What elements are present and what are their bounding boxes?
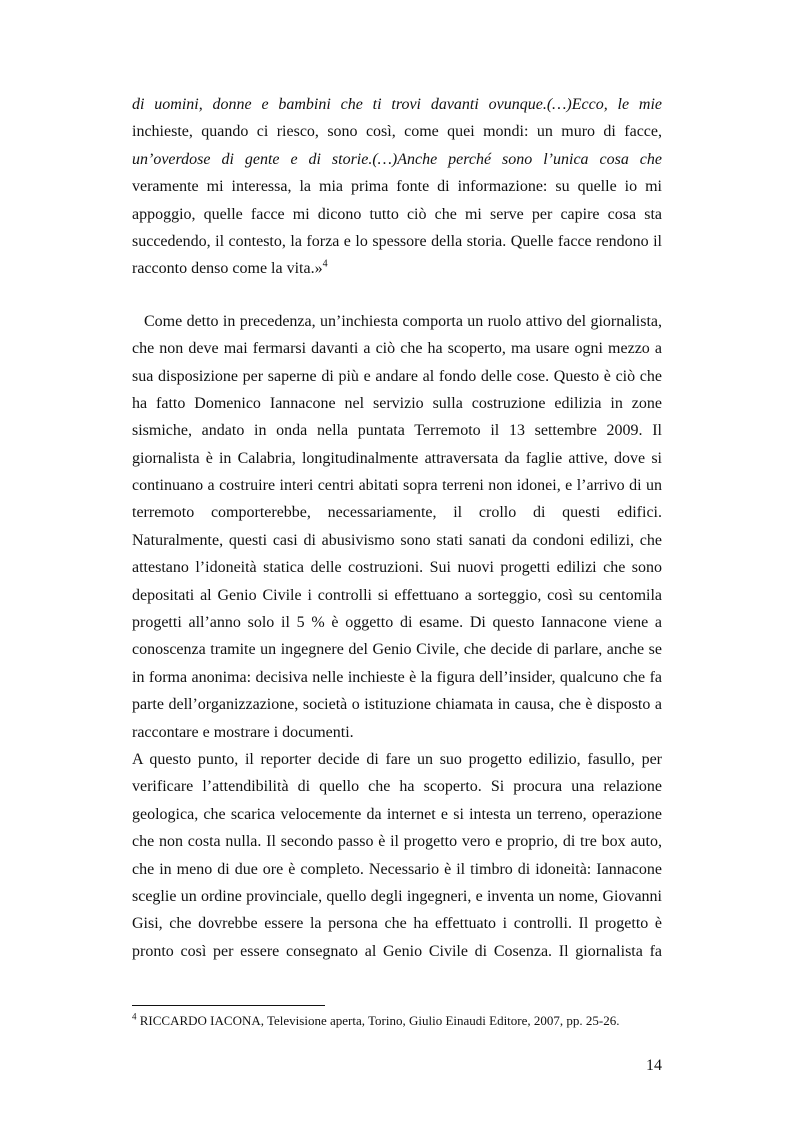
paragraph-line: sua disposizione per saperne di più e andare al fondo delle cose. Questo è ciò che (132, 367, 662, 385)
paragraph-line: che non deve mai fermarsi davanti a ciò che ha scoperto, ma usare ogni mezzo a (132, 340, 662, 358)
quote-line: appoggio, quelle facce mi dicono tutto ciò che mi serve per capire cosa sta (132, 205, 662, 223)
paragraph-line: pronto così per essere consegnato al Genio Civile di Cosenza. Il giornalista fa (132, 942, 662, 960)
quote-line: succedendo, il contesto, la forza e lo spessore della storia. Quelle facce rendono il (132, 232, 662, 250)
quote-block (132, 91, 662, 283)
paragraph-line: in forma anonima: decisiva nelle inchieste è la figura dell’insider, qualcuno che fa (132, 668, 662, 686)
paragraph-2 (132, 746, 662, 965)
paragraph-line: Gisi, che dovrebbe essere la persona che ha effettuato i controlli. Il progetto è (132, 915, 662, 933)
paragraph-line: sismiche, andato in onda nella puntata Terremoto il 13 settembre 2009. Il (132, 422, 662, 440)
footnote-text: RICCARDO IACONA, Televisione aperta, Torino, Giulio Einaudi Editore, 2007, pp. 25-26. (139, 1013, 620, 1028)
paragraph-line: raccontare e mostrare i documenti. (132, 723, 354, 741)
paragraph-line: continuano a costruire interi centri abitati sopra terreni non idonei, e l’arrivo di un (132, 477, 662, 495)
paragraph-1 (132, 308, 662, 746)
quote-line-last (132, 255, 662, 282)
footnote-reference: 4 (322, 259, 328, 271)
paragraph-line: depositati al Genio Civile i controlli si effettuano a sorteggio, così su centomila (132, 586, 662, 604)
paragraph-line: terremoto comporterebbe, necessariamente, il crollo di questi edifici. (132, 504, 662, 522)
page-number: 14 (646, 1057, 662, 1074)
paragraph-line: conoscenza tramite un ingegnere del Genio Civile, che decide di parlare, anche se (132, 641, 662, 659)
footnote-separator (132, 1005, 325, 1006)
paragraph-line: giornalista è in Calabria, longitudinalmente attraversata da faglie attive, dove si (132, 449, 662, 467)
paragraph-line: ha fatto Domenico Iannacone nel servizio sulla costruzione edilizia in zone (132, 394, 662, 412)
quote-line: inchieste, quando ci riesco, sono così, come quei mondi: un muro di facce, (132, 123, 662, 141)
paragraph-line: geologica, che scarica velocemente da internet e si intesta un terreno, operazione (132, 805, 662, 823)
page-body (132, 91, 662, 965)
paragraph-line: sceglie un ordine provinciale, quello degli ingegneri, e inventa un nome, Giovanni (132, 887, 662, 905)
footnote (132, 1013, 662, 1029)
quote-line: un’overdose di gente e di storie.(…)Anche perché sono l’unica cosa che (132, 150, 662, 168)
footnote-number: 4 (132, 1011, 137, 1022)
paragraph-line: che non costa nulla. Il secondo passo è il progetto vero e proprio, di tre box auto, (132, 833, 662, 851)
paragraph-line: A questo punto, il reporter decide di fare un suo progetto edilizio, fasullo, per (132, 750, 662, 768)
paragraph-line: verificare l’attendibilità di quello che ha scoperto. Si procura una relazione (132, 778, 662, 796)
quote-line: di uomini, donne e bambini che ti trovi davanti ovunque.(…)Ecco, le mie (132, 96, 662, 113)
paragraph-line: Come detto in precedenza, un’inchiesta comporta un ruolo attivo del giornalista, (144, 312, 662, 330)
paragraph-line: attestano l’idoneità statica delle costruzioni. Sui nuovi progetti edilizi che sono (132, 559, 662, 577)
paragraph-line: Naturalmente, questi casi di abusivismo sono stati sanati da condoni edilizi, che (132, 531, 662, 549)
quote-line: veramente mi interessa, la mia prima fonte di informazione: su quelle io mi (132, 178, 662, 196)
paragraph-line: parte dell’organizzazione, società o istituzione chiamata in causa, che è disposto a (132, 696, 662, 714)
quote-line-text: racconto denso come la vita.» (132, 260, 323, 278)
paragraph-line: che in meno di due ore è completo. Necessario è il timbro di idoneità: Iannacone (132, 860, 662, 878)
paragraph-line: progetti all’anno solo il 5 % è oggetto di esame. Di questo Iannacone viene a (132, 614, 662, 632)
